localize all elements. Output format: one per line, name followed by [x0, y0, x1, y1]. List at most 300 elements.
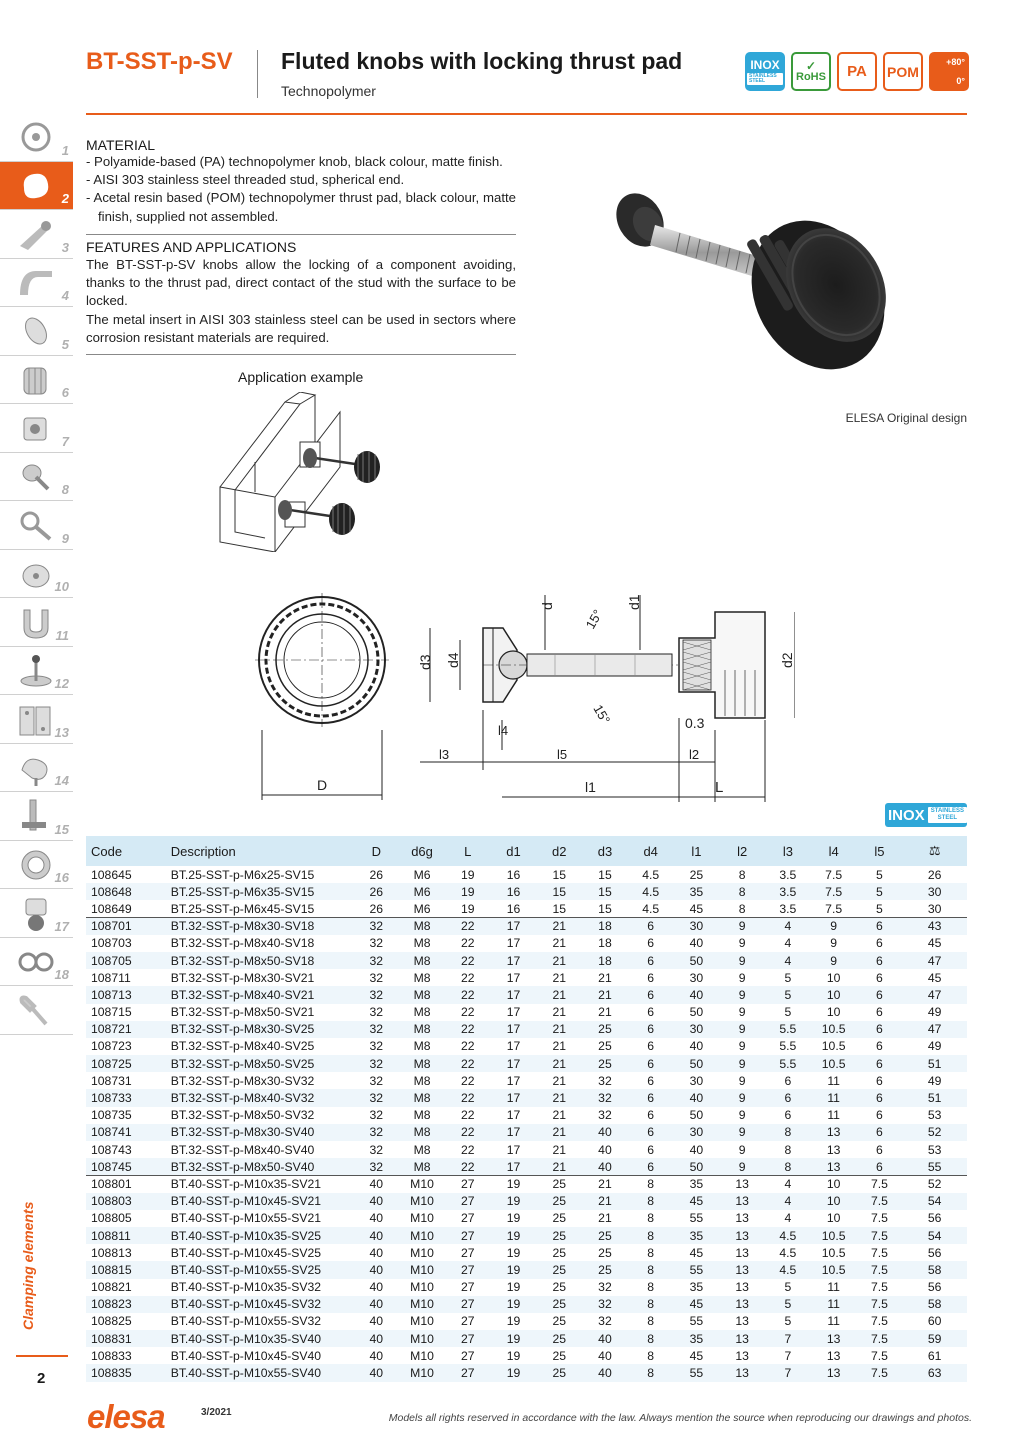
table-cell: 40	[582, 1364, 628, 1381]
table-cell: 13	[826, 1348, 841, 1363]
product-code-cell: 108725	[86, 1055, 166, 1072]
table-cell: 21	[552, 970, 567, 985]
table-cell: 7.5	[857, 1261, 903, 1278]
table-cell: 19	[491, 1261, 537, 1278]
table-cell: 8	[647, 1280, 655, 1295]
table-cell: 4	[765, 1193, 811, 1210]
table-cell: 40	[582, 1124, 628, 1141]
table-cell: 8	[765, 1124, 811, 1141]
table-cell: 52	[902, 1175, 967, 1192]
sidebar-item-4[interactable]	[0, 259, 73, 308]
table-cell: 54	[902, 1227, 967, 1244]
table-cell: 9	[719, 1021, 765, 1038]
table-cell: 3.5	[779, 867, 797, 882]
table-cell: 10	[811, 986, 857, 1003]
table-cell: 13	[719, 1193, 765, 1210]
sidebar-item-8[interactable]	[0, 453, 73, 502]
table-cell: 13	[811, 1158, 857, 1175]
product-code: BT-SST-p-SV	[86, 48, 233, 75]
category-icon	[16, 168, 56, 206]
product-code-cell: 108743	[91, 1142, 132, 1157]
table-cell: 7.5	[870, 1280, 888, 1295]
table-cell: 51	[902, 1055, 967, 1072]
description-cell: BT.25-SST-p-M6x25-SV15	[170, 867, 315, 882]
table-cell: M6	[413, 901, 431, 916]
table-cell: M8	[399, 1124, 445, 1141]
table-cell: 19	[445, 883, 491, 900]
table-header-row	[86, 836, 967, 866]
table-cell: 45	[927, 936, 942, 951]
table-cell: 21	[598, 970, 612, 985]
table-cell: 6	[628, 1124, 674, 1141]
table-cell: 4	[784, 1211, 792, 1226]
table-cell: M8	[399, 918, 445, 935]
table-cell: 13	[735, 1348, 749, 1363]
table-cell: 7.5	[811, 883, 857, 900]
sidebar-item-5[interactable]	[0, 307, 73, 356]
table-cell: 7.5	[870, 1211, 888, 1226]
table-cell: 19	[491, 1296, 537, 1313]
dim-d: d	[539, 602, 555, 610]
table-cell: 5	[876, 901, 883, 916]
product-code-cell: 108835	[86, 1364, 166, 1381]
table-cell: 35	[674, 1175, 720, 1192]
table-cell: 16	[491, 883, 537, 900]
sidebar-item-13[interactable]	[0, 695, 73, 744]
table-row	[86, 1124, 967, 1141]
table-cell: M8	[413, 1005, 431, 1020]
table-cell: 17	[491, 1089, 537, 1106]
dim-angle-top: 15°	[582, 606, 606, 632]
sidebar-item-1[interactable]	[0, 113, 73, 162]
table-row	[86, 1107, 967, 1124]
table-cell: 22	[445, 952, 491, 969]
table-cell: 35	[674, 883, 720, 900]
features-paragraph: The metal insert in AISI 303 stainless steel can be used in sectors where corrosion resistant materials are required.	[86, 311, 516, 345]
product-code-cell: 108721	[86, 1021, 166, 1038]
pom-material-badge: POM	[883, 52, 923, 91]
table-cell: 6	[857, 986, 903, 1003]
table-cell: 45	[927, 970, 942, 985]
column-header: l1	[674, 836, 720, 866]
table-cell: 11	[811, 1089, 857, 1106]
certification-badges	[745, 52, 969, 91]
dim-angle-bottom: 15°	[590, 702, 614, 727]
table-cell: 6	[857, 1124, 903, 1141]
table-cell: 22	[445, 1055, 491, 1072]
table-cell: 27	[445, 1193, 491, 1210]
table-cell: 9	[719, 952, 765, 969]
table-row	[86, 986, 967, 1003]
table-cell: 6	[647, 970, 655, 985]
category-icon	[16, 216, 56, 254]
table-cell: 55	[689, 1314, 704, 1329]
table-cell: 40	[582, 1330, 628, 1347]
table-row	[86, 1313, 967, 1330]
category-icon	[16, 604, 56, 642]
table-cell: 40	[689, 1142, 704, 1157]
table-cell: 21	[552, 936, 567, 951]
table-cell: 9	[811, 918, 857, 935]
table-cell: 17	[506, 970, 521, 985]
description-cell: BT.25-SST-p-M6x45-SV15	[170, 901, 315, 916]
table-cell: 17	[491, 986, 537, 1003]
table-cell: 9	[738, 1039, 746, 1054]
table-cell: 43	[902, 918, 967, 935]
table-cell: 32	[353, 952, 399, 969]
table-cell: M6	[413, 867, 431, 882]
table-cell: 19	[506, 1245, 521, 1260]
table-cell: 5	[784, 970, 792, 985]
sidebar-bottom-divider	[16, 1355, 68, 1357]
category-icon	[16, 410, 56, 448]
table-cell: 32	[353, 1158, 399, 1175]
table-cell: 60	[927, 1314, 942, 1329]
description-cell: BT.32-SST-p-M8x50-SV40	[166, 1158, 354, 1175]
table-cell: 10	[826, 1005, 841, 1020]
table-cell: 17	[491, 952, 537, 969]
material-item: - Polyamide-based (PA) technopolymer knob, black colour, matte finish.	[86, 154, 503, 169]
category-icon	[16, 944, 56, 982]
table-cell: 30	[689, 1073, 704, 1088]
table-cell: 19	[506, 1280, 521, 1295]
description-cell: BT.32-SST-p-M8x50-SV25	[166, 1055, 354, 1072]
table-cell: 21	[536, 1055, 582, 1072]
table-row	[86, 1296, 967, 1313]
table-cell: 5	[784, 1314, 792, 1329]
column-header: d4	[628, 836, 674, 866]
photo-caption: ELESA Original design	[845, 411, 967, 425]
table-cell: 6	[628, 1158, 674, 1175]
product-code-cell: 108701	[86, 918, 166, 935]
product-code-cell: 108833	[91, 1348, 132, 1363]
table-cell: 30	[902, 883, 967, 900]
table-cell: 32	[598, 1108, 612, 1123]
sidebar-item-number: 18	[54, 967, 69, 982]
table-cell: 13	[719, 1364, 765, 1381]
table-cell: M8	[399, 1158, 445, 1175]
table-cell: 22	[445, 1021, 491, 1038]
table-cell: 13	[719, 1227, 765, 1244]
table-cell: 5	[784, 1005, 792, 1020]
table-cell: 16	[506, 867, 521, 882]
technical-drawing	[255, 590, 795, 805]
table-cell: 7.5	[857, 1330, 903, 1347]
table-cell: 58	[902, 1296, 967, 1313]
table-cell: 21	[536, 1021, 582, 1038]
column-header: l5	[857, 836, 903, 866]
sidebar-item-number: 14	[54, 773, 69, 788]
table-cell: 40	[353, 1296, 399, 1313]
table-cell: 9	[719, 918, 765, 935]
header-separator	[257, 50, 258, 98]
table-cell: 5.5	[765, 1021, 811, 1038]
table-cell: 25	[598, 1245, 612, 1260]
table-cell: 15	[582, 883, 628, 900]
temperature-badge: +80° 0°	[929, 52, 969, 91]
table-cell: 51	[902, 1089, 967, 1106]
table-cell: M10	[399, 1175, 445, 1192]
sidebar-item-10[interactable]	[0, 550, 73, 599]
table-cell: 25	[536, 1364, 582, 1381]
table-cell: 32	[369, 970, 384, 985]
table-cell: 21	[536, 952, 582, 969]
table-cell: 40	[674, 1089, 720, 1106]
table-cell: 7.5	[825, 901, 843, 916]
table-cell: 6	[876, 1142, 883, 1157]
table-cell: 45	[674, 1193, 720, 1210]
publication-date: 3/2021	[201, 1407, 232, 1418]
table-row	[86, 1347, 967, 1364]
table-cell: 45	[689, 901, 704, 916]
column-header: ⚖	[902, 836, 967, 866]
table-row	[86, 1364, 967, 1381]
table-cell: 8	[628, 1175, 674, 1192]
table-cell: 10.5	[811, 1261, 857, 1278]
table-cell: 6	[876, 1108, 883, 1123]
material-title: MATERIAL	[86, 137, 155, 153]
table-row	[86, 1175, 967, 1192]
table-cell: 6	[647, 1039, 655, 1054]
table-cell: 45	[674, 1296, 720, 1313]
table-cell: 11	[827, 1280, 840, 1295]
table-cell: 22	[461, 1039, 475, 1054]
table-cell: 22	[445, 1158, 491, 1175]
table-cell: 40	[369, 1280, 384, 1295]
application-example-drawing	[215, 392, 390, 552]
description-cell: BT.32-SST-p-M8x30-SV18	[166, 918, 354, 935]
table-cell: 49	[927, 1073, 942, 1088]
sidebar-item-16[interactable]	[0, 841, 73, 890]
table-cell: 32	[353, 1089, 399, 1106]
table-row	[86, 1089, 967, 1106]
table-cell: 40	[689, 936, 704, 951]
page-subtitle: Technopolymer	[281, 83, 376, 99]
table-cell: 10.5	[811, 1055, 857, 1072]
sidebar-item-9[interactable]	[0, 501, 73, 550]
table-row	[86, 1072, 967, 1089]
table-cell: 40	[369, 1348, 384, 1363]
product-code-cell: 108745	[86, 1158, 166, 1175]
features-paragraph: The BT-SST-p-SV knobs allow the locking of a component avoiding, thanks to the thrust pad, direct contact of the stud with the surface to be locked.	[86, 257, 516, 309]
table-cell: 22	[445, 986, 491, 1003]
table-cell: 40	[353, 1193, 399, 1210]
table-row	[86, 1004, 967, 1021]
product-code-cell: 108831	[86, 1330, 166, 1347]
table-cell: 49	[927, 1005, 942, 1020]
table-cell: 19	[506, 1314, 521, 1329]
table-cell: 25	[552, 1211, 567, 1226]
dim-l5: l5	[557, 747, 568, 762]
category-icon	[16, 847, 56, 885]
table-cell: 13	[735, 1245, 749, 1260]
table-cell: 40	[674, 986, 720, 1003]
table-cell: 21	[536, 986, 582, 1003]
sidebar-item-number: 4	[61, 288, 69, 303]
table-cell: 4.5	[628, 883, 674, 900]
table-cell: M6	[399, 883, 445, 900]
table-cell: 58	[902, 1261, 967, 1278]
category-icon	[16, 653, 56, 691]
table-row	[86, 1261, 967, 1278]
table-cell: 7.5	[857, 1227, 903, 1244]
table-cell: 50	[689, 1108, 704, 1123]
product-code-cell: 108733	[86, 1089, 166, 1106]
table-cell: M8	[399, 1021, 445, 1038]
table-cell: 8	[738, 901, 746, 916]
table-cell: 32	[369, 1073, 384, 1088]
column-header: Code	[86, 836, 166, 866]
sidebar-item-7[interactable]	[0, 404, 73, 453]
sidebar-item-17[interactable]	[0, 889, 73, 938]
description-cell: BT.32-SST-p-M8x50-SV18	[166, 952, 354, 969]
table-cell: 19	[506, 1348, 521, 1363]
table-cell: 7.5	[870, 1348, 888, 1363]
table-cell: 7.5	[857, 1296, 903, 1313]
table-cell: 16	[506, 901, 521, 916]
column-header: L	[445, 836, 491, 866]
table-cell: 32	[598, 1073, 612, 1088]
table-cell: 50	[674, 1055, 720, 1072]
table-cell: 6	[628, 1055, 674, 1072]
dim-l2: l2	[689, 747, 700, 762]
table-cell: M10	[410, 1314, 434, 1329]
sidebar-item-12[interactable]	[0, 647, 73, 696]
table-cell: 13	[735, 1211, 749, 1226]
table-cell: M8	[413, 1073, 431, 1088]
table-cell: 32	[353, 986, 399, 1003]
table-cell: 4	[765, 918, 811, 935]
inox-badge: INOX STAINLESS STEEL	[745, 52, 785, 91]
table-cell: 13	[719, 1261, 765, 1278]
table-cell: 6	[857, 1158, 903, 1175]
sidebar-item-18[interactable]	[0, 938, 73, 987]
product-code-cell: 108715	[91, 1005, 132, 1020]
table-cell: 17	[506, 1039, 521, 1054]
table-cell: 5	[765, 1296, 811, 1313]
table-cell: 15	[536, 883, 582, 900]
table-cell: 22	[461, 1108, 475, 1123]
table-cell: 22	[461, 1005, 475, 1020]
table-cell: 22	[445, 918, 491, 935]
table-cell: 25	[598, 1039, 612, 1054]
material-item: - Acetal resin based (POM) technopolymer thrust pad, black colour, matte finish, supplied not assembled.	[86, 190, 516, 224]
table-cell: 25	[536, 1193, 582, 1210]
table-cell: 6	[628, 1089, 674, 1106]
table-cell: 7.5	[857, 1364, 903, 1381]
column-header: D	[353, 836, 399, 866]
pa-material-badge: PA	[837, 52, 877, 91]
table-cell: 10.5	[821, 1039, 846, 1054]
table-cell: 19	[491, 1175, 537, 1192]
table-cell: M10	[399, 1330, 445, 1347]
sidebar-item-3[interactable]	[0, 210, 73, 259]
table-cell: 6	[647, 1108, 655, 1123]
table-cell: 21	[598, 1005, 612, 1020]
table-cell: 32	[369, 1108, 384, 1123]
table-cell: 25	[689, 867, 704, 882]
description-cell: BT.32-SST-p-M8x30-SV21	[170, 970, 315, 985]
table-cell: 6	[647, 1073, 655, 1088]
table-cell: M10	[399, 1227, 445, 1244]
table-cell: 13	[735, 1314, 749, 1329]
table-cell: 50	[674, 952, 720, 969]
table-cell: 53	[927, 1142, 942, 1157]
table-cell: 40	[598, 1348, 612, 1363]
copyright-note: Models all rights reserved in accordance with the law. Always mention the source when reproducing our drawings and photos.	[388, 1412, 972, 1424]
table-cell: 26	[353, 883, 399, 900]
table-cell: 22	[461, 1073, 475, 1088]
table-cell: 47	[902, 952, 967, 969]
table-cell: M8	[413, 1142, 431, 1157]
description-cell: BT.40-SST-p-M10x35-SV25	[166, 1227, 354, 1244]
table-cell: 55	[902, 1158, 967, 1175]
table-cell: 21	[582, 1193, 628, 1210]
table-cell: 49	[927, 1039, 942, 1054]
table-cell: 27	[445, 1261, 491, 1278]
table-cell: 55	[674, 1364, 720, 1381]
table-cell: 35	[674, 1227, 720, 1244]
table-cell: 9	[738, 1108, 746, 1123]
sidebar-item-14[interactable]	[0, 744, 73, 793]
table-cell: 30	[674, 1021, 720, 1038]
table-cell: 4.5	[765, 1227, 811, 1244]
table-cell: 6	[647, 1142, 655, 1157]
table-cell: 13	[811, 1330, 857, 1347]
table-body	[86, 866, 967, 1382]
description-cell: BT.40-SST-p-M10x55-SV21	[170, 1211, 322, 1226]
table-cell: 27	[461, 1280, 475, 1295]
table-cell: 61	[927, 1348, 942, 1363]
description-cell: BT.40-SST-p-M10x55-SV32	[170, 1314, 322, 1329]
category-icon	[16, 459, 56, 497]
description-cell: BT.40-SST-p-M10x35-SV32	[170, 1280, 322, 1295]
table-row	[86, 969, 967, 986]
table-cell: 9	[719, 1089, 765, 1106]
table-cell: 8	[628, 1193, 674, 1210]
sidebar-item-15[interactable]	[0, 792, 73, 841]
table-cell: 15	[598, 901, 612, 916]
table-cell: 19	[491, 1364, 537, 1381]
table-cell: 8	[628, 1261, 674, 1278]
sidebar-item-2[interactable]	[0, 162, 73, 211]
table-cell: 50	[674, 1158, 720, 1175]
sidebar-item-tools[interactable]	[0, 986, 73, 1035]
table-cell: 9	[719, 986, 765, 1003]
table-cell: 13	[719, 1330, 765, 1347]
table-cell: 45	[689, 1245, 704, 1260]
table-cell: 17	[491, 918, 537, 935]
sidebar-item-number: 17	[54, 918, 69, 934]
description-cell: BT.40-SST-p-M10x45-SV25	[170, 1245, 322, 1260]
table-cell: 9	[719, 1124, 765, 1141]
table-cell: 4.5	[779, 1245, 797, 1260]
table-cell: 32	[369, 1142, 384, 1157]
table-cell: 40	[689, 1039, 704, 1054]
product-code-cell: 108731	[91, 1073, 132, 1088]
table-cell: 27	[445, 1296, 491, 1313]
sidebar-item-6[interactable]	[0, 356, 73, 405]
table-row	[86, 1193, 967, 1210]
product-code-cell: 108713	[86, 986, 166, 1003]
product-code-cell: 108811	[86, 1227, 166, 1244]
table-cell: 22	[445, 1124, 491, 1141]
sidebar-item-11[interactable]	[0, 598, 73, 647]
table-row	[86, 1158, 967, 1175]
description-cell: BT.32-SST-p-M8x50-SV21	[170, 1005, 315, 1020]
table-cell: 8	[765, 1158, 811, 1175]
sidebar-item-number: 12	[54, 676, 69, 691]
